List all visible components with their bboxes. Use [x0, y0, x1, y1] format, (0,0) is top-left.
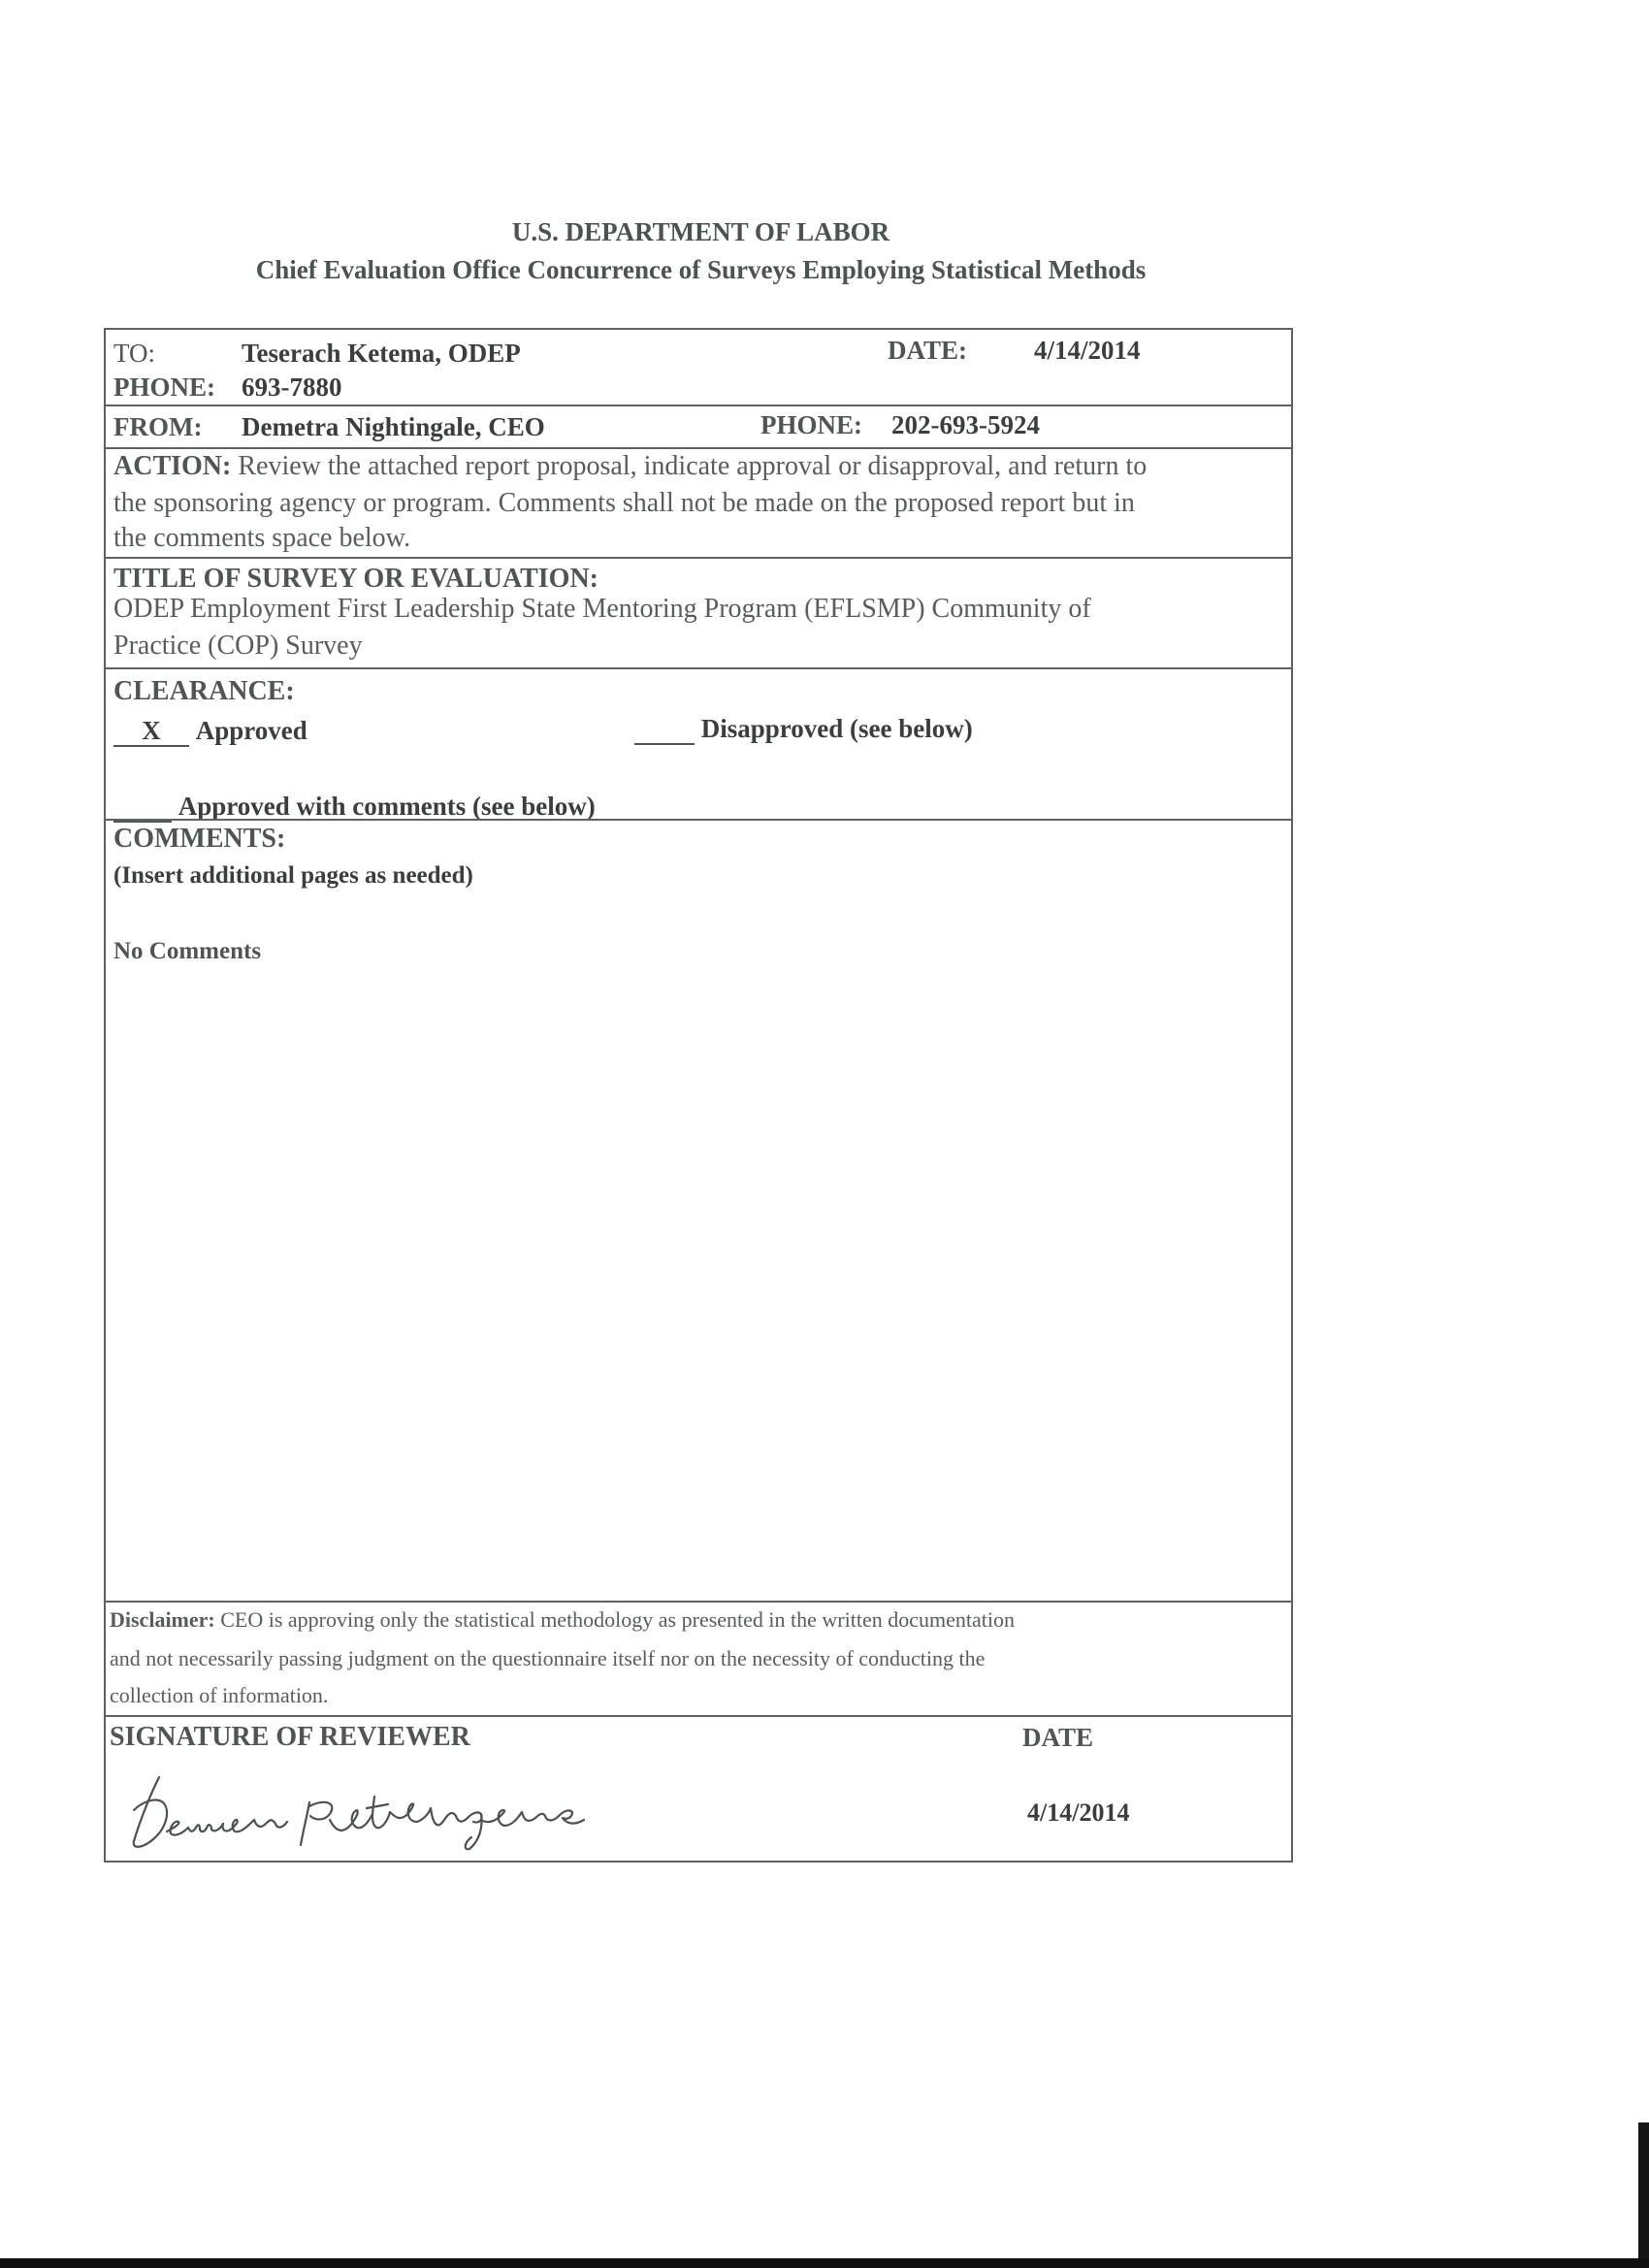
from-phone-label: PHONE:	[760, 410, 862, 439]
action-label: ACTION:	[113, 451, 232, 481]
to-label: TO:	[113, 339, 156, 368]
approved-label: Approved	[195, 716, 307, 745]
signature-section	[106, 1715, 1291, 1863]
concurrence-form	[104, 328, 1293, 1863]
approved-mark: X	[113, 716, 189, 747]
date-value: 4/14/2014	[1034, 336, 1141, 365]
action-text-line1: Review the attached report proposal, indicate approval or disapproval, and return to	[238, 451, 1148, 481]
signature-date-label: DATE	[1022, 1723, 1094, 1752]
to-phone-label: PHONE:	[113, 373, 215, 402]
survey-title-section	[106, 557, 1291, 667]
action-text-line3: the comments space below.	[113, 523, 411, 553]
department-title: U.S. DEPARTMENT OF LABOR	[511, 217, 890, 246]
date-label: DATE:	[888, 336, 968, 365]
survey-title-line2: Practice (COP) Survey	[113, 631, 363, 661]
disapproved-option	[634, 714, 973, 745]
comments-hint: (Insert additional pages as needed)	[113, 862, 473, 889]
from-label: FROM:	[113, 412, 203, 441]
signature-label: SIGNATURE OF REVIEWER	[110, 1722, 470, 1752]
comments-text: No Comments	[113, 938, 262, 964]
form-subtitle: Chief Evaluation Office Concurrence of Surveys Employing Statistical Methods	[255, 255, 1147, 284]
approved-option	[113, 716, 307, 747]
to-phone-value: 693-7880	[242, 373, 342, 402]
reviewer-signature	[120, 1764, 605, 1856]
comments-section	[106, 819, 1291, 1601]
approved-with-comments-label: Approved with comments (see below)	[178, 792, 596, 821]
disclaimer-section	[106, 1601, 1291, 1715]
from-phone-value: 202-693-5924	[891, 410, 1040, 439]
disclaimer-line1: CEO is approving only the statistical methodology as presented in the written documentation	[220, 1607, 1015, 1632]
disclaimer-line2: and not necessarily passing judgment on the questionnaire itself nor on the necessity of conducting the	[110, 1646, 986, 1670]
action-section	[106, 447, 1291, 557]
survey-title-line1: ODEP Employment First Leadership State Mentoring Program (EFLSMP) Community of	[113, 594, 1091, 624]
signature-date-value: 4/14/2014	[1027, 1798, 1130, 1827]
clearance-label: CLEARANCE:	[113, 676, 295, 706]
comments-label: COMMENTS:	[113, 824, 286, 854]
to-value: Teserach Ketema, ODEP	[242, 339, 521, 368]
scan-edge-right	[1638, 2122, 1649, 2268]
from-value: Demetra Nightingale, CEO	[242, 412, 545, 441]
disclaimer-label: Disclaimer:	[110, 1607, 215, 1632]
from-section	[106, 405, 1291, 447]
scan-edge-bottom	[0, 2258, 1649, 2268]
disapproved-label: Disapproved (see below)	[700, 714, 973, 743]
clearance-section	[106, 667, 1291, 819]
to-section	[106, 330, 1291, 405]
action-text-line2: the sponsoring agency or program. Comments shall not be made on the proposed report but in	[113, 488, 1135, 518]
survey-title-label: TITLE OF SURVEY OR EVALUATION:	[113, 564, 598, 594]
disclaimer-line3: collection of information.	[110, 1683, 329, 1707]
